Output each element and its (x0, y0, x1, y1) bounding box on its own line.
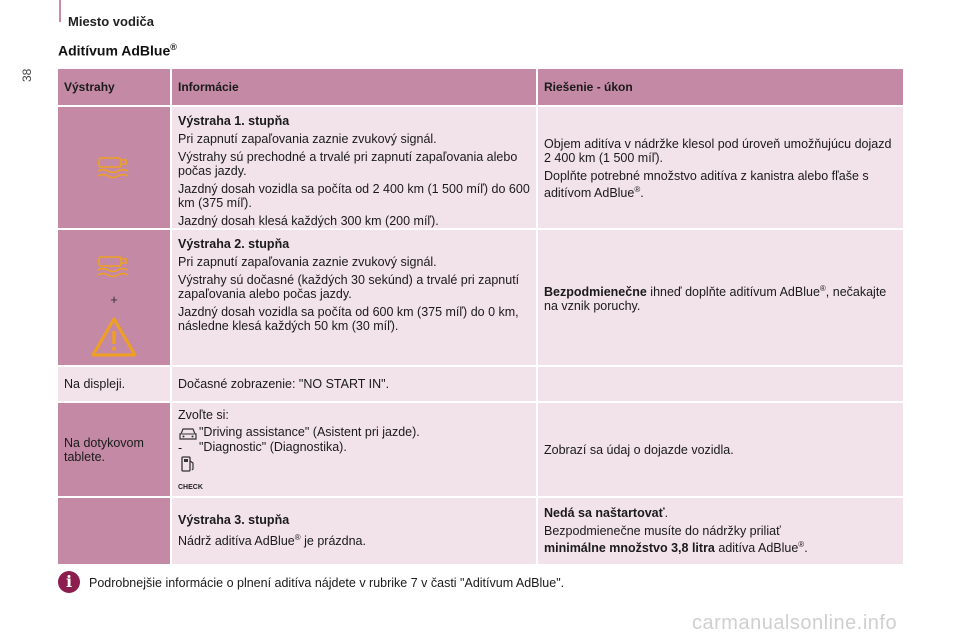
registered-mark: ® (634, 185, 641, 194)
touch-tablet-label: Na dotykovom tablete. (58, 403, 170, 496)
touch-tablet-solution: Zobrazí sa údaj o dojazde vozidla. (538, 403, 903, 496)
article-title-sup: ® (170, 42, 177, 52)
solution-title: Nedá sa naštartovať (544, 506, 665, 521)
touch-tablet-intro: Zvoľte si: (178, 408, 229, 422)
fuel-pump-icon (180, 455, 196, 476)
warning-1-line: Jazdný dosah vozidla sa počíta od 2 400 km (1 500 míľ) do 600 km (375 míľ). (178, 182, 530, 210)
warning-1-line: Výstrahy sú prechodné a trvalé pri zapnutí zapaľovania alebo počas jazdy. (178, 150, 518, 178)
solution-text-end: , nečakajte na vznik poruchy. (544, 285, 887, 314)
article-title (58, 42, 177, 59)
table-row-warning-3 (58, 498, 903, 564)
warnings-table (58, 69, 903, 564)
section-title: Miesto vodiča (68, 14, 154, 29)
warning-3-heading: Výstraha 3. stupňa (178, 513, 290, 528)
check-label: CHECK (178, 484, 203, 491)
column-header-warnings: Výstrahy (58, 69, 170, 105)
info-icon: i (58, 571, 80, 593)
option-diagnostic: "Diagnostic" (Diagnostika). (199, 440, 347, 454)
warning-3-solution-line: Bezpodmienečne musíte do nádržky priliať (544, 524, 781, 539)
solution-text-end: . (804, 541, 808, 556)
solution-text: aditíva AdBlue (714, 541, 799, 556)
solution-bold: minimálne množstvo 3,8 litra (544, 541, 715, 556)
warning-3-solution-line-2 (544, 538, 897, 555)
watermark: carmanualsonline.info (692, 612, 898, 634)
table-header-row (58, 69, 903, 105)
warning-3-text (178, 531, 530, 548)
table-row-display (58, 367, 903, 401)
warning-2-line: Výstrahy sú dočasné (každých 30 sekúnd) a trvalé pri zapnutí zapaľovania alebo počas jazdy. (178, 273, 520, 301)
warning-1-info (172, 107, 536, 228)
warning-2-solution-text (544, 282, 897, 313)
display-info: Dočasné zobrazenie: "NO START IN". (172, 367, 536, 401)
warning-3-icon-cell (58, 498, 170, 564)
page-number: 38 (20, 68, 34, 82)
warning-3-info (172, 498, 536, 564)
display-label: Na displeji. (58, 367, 170, 401)
warning-2-info (172, 230, 536, 365)
warning-2-line: Jazdný dosah vozidla sa počíta od 600 km (375 míľ) do 0 km, následne klesá každých 50 km (30 míľ). (178, 305, 519, 333)
registered-mark: ® (294, 533, 301, 543)
warning-3-solution-title (544, 506, 897, 520)
adblue-warning-icon (58, 256, 170, 278)
dash: - (178, 441, 183, 455)
warning-3-solution (538, 498, 903, 564)
option-driving-assistance: "Driving assistance" (Asistent pri jazde). (199, 425, 420, 439)
footer-note: Podrobnejšie informácie o plnení aditíva nájdete v rubrike 7 v časti "Aditívum AdBlue". (89, 576, 565, 590)
column-header-information: Informácie (172, 69, 536, 105)
info-text-end: je prázdna. (300, 534, 366, 549)
solution-text-end: . (640, 186, 644, 201)
solution-bold: Bezpodmienečne (544, 285, 647, 300)
registered-mark: ® (819, 283, 826, 293)
warning-2-solution (538, 230, 903, 365)
article-title-text: Aditívum AdBlue (58, 42, 171, 59)
column-header-solution: Riešenie - úkon (538, 69, 903, 105)
warning-1-icon-cell (58, 107, 170, 228)
adblue-warning-icon (58, 157, 170, 179)
warning-1-heading: Výstraha 1. stupňa (178, 114, 290, 128)
warning-2-heading: Výstraha 2. stupňa (178, 237, 290, 251)
solution-title-end: . (664, 506, 669, 521)
section-side-bar (59, 0, 61, 22)
warning-2-icon-cell (58, 230, 170, 365)
registered-mark: ® (798, 540, 805, 550)
warning-1-solution (538, 107, 903, 228)
info-text: Nádrž aditíva AdBlue (178, 534, 295, 549)
warning-1-line: Jazdný dosah klesá každých 300 km (200 míľ). (178, 214, 439, 228)
warning-1-line: Pri zapnutí zapaľovania zaznie zvukový signál. (178, 132, 437, 146)
table-row-warning-2 (58, 230, 903, 365)
table-row-warning-1 (58, 107, 903, 228)
plus-sign: + (110, 292, 118, 307)
solution-text: ihneď doplňte aditívum AdBlue (646, 285, 820, 300)
table-row-touch-tablet (58, 403, 903, 496)
warning-triangle-icon (58, 316, 170, 358)
warning-1-solution-line-2 (544, 169, 897, 200)
touch-tablet-info (172, 403, 536, 496)
display-solution (538, 367, 903, 401)
solution-text: Doplňte potrebné množstvo aditíva z kanistra alebo fľaše s aditívom AdBlue (544, 169, 869, 201)
warning-2-line: Pri zapnutí zapaľovania zaznie zvukový signál. (178, 255, 437, 269)
warning-1-solution-line: Objem aditíva v nádržke klesol pod úroveň umožňujúcu dojazd 2 400 km (1 500 míľ). (544, 137, 892, 165)
